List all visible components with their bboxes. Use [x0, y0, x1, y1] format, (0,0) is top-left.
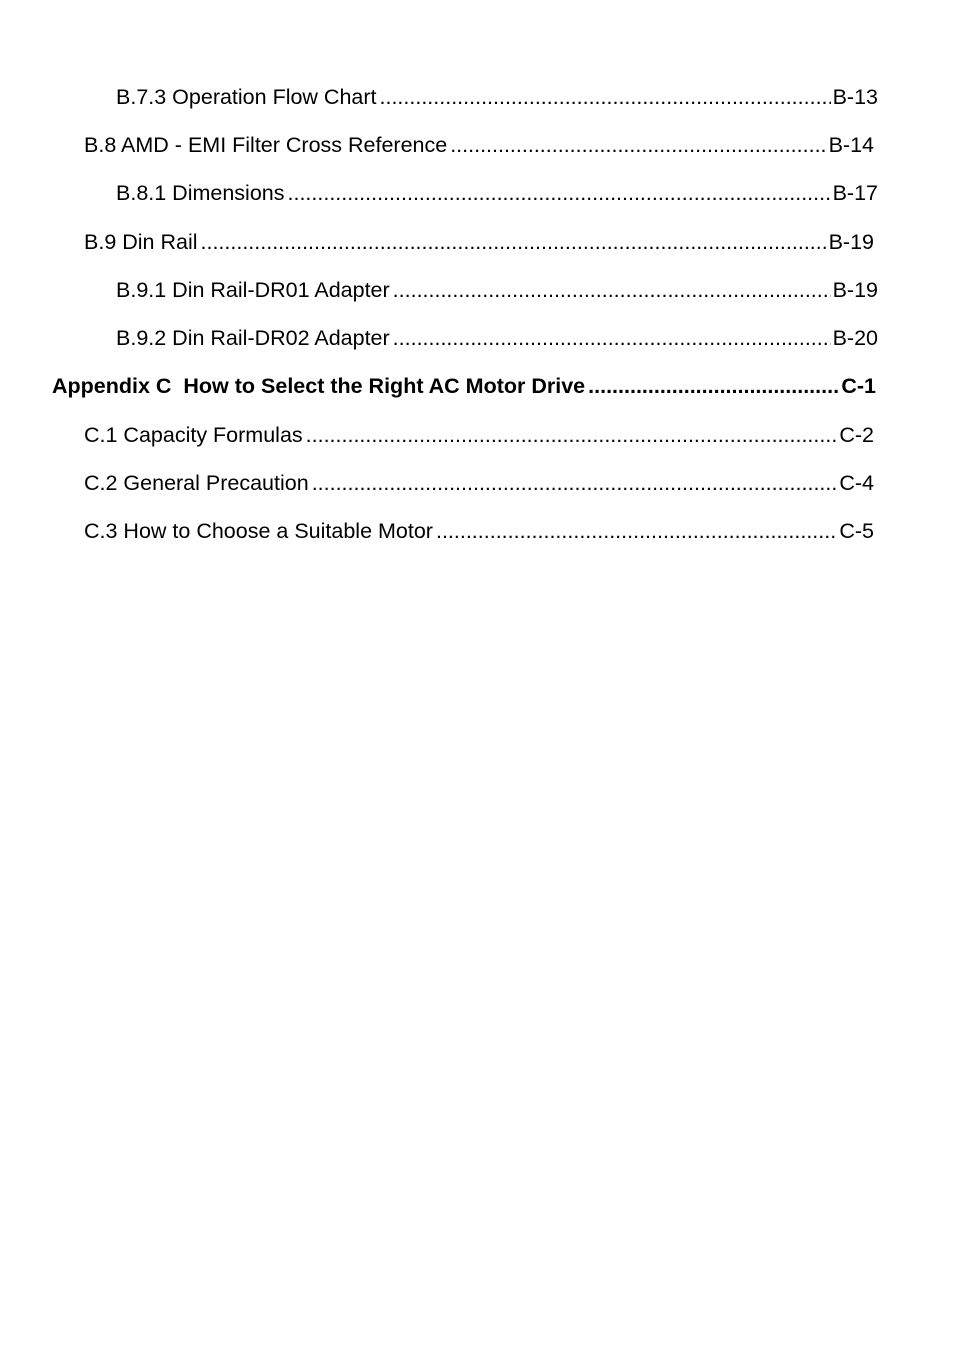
dot-leader: [588, 372, 839, 400]
toc-entry-page: B-14: [828, 133, 874, 157]
toc-entry-page: C-1: [841, 374, 876, 398]
toc-entry-page: B-19: [828, 230, 874, 254]
toc-entry-b-9[interactable]: [84, 228, 874, 256]
toc-entry-page: C-4: [839, 471, 874, 495]
toc-entry-b-9-1[interactable]: [116, 276, 878, 304]
dot-leader: [393, 324, 831, 352]
toc-entry-appendix-c[interactable]: [52, 372, 876, 400]
toc-entry-title: B.9.2 Din Rail-DR02 Adapter: [116, 326, 390, 350]
toc-entry-title: C.3 How to Choose a Suitable Motor: [84, 519, 433, 543]
toc-entry-page: B-13: [832, 85, 878, 109]
toc-entry-page: B-19: [832, 278, 878, 302]
dot-leader: [306, 421, 838, 449]
toc-entry-title: C.1 Capacity Formulas: [84, 423, 303, 447]
dot-leader: [436, 517, 837, 545]
toc-entry-b-8-1[interactable]: [116, 179, 878, 207]
toc-entry-title: B.7.3 Operation Flow Chart: [116, 85, 377, 109]
dot-leader: [393, 276, 831, 304]
toc-entry-b-7-3[interactable]: [116, 83, 878, 111]
toc-entry-title: B.8 AMD - EMI Filter Cross Reference: [84, 133, 448, 157]
dot-leader: [380, 83, 831, 111]
toc-entry-title: B.9 Din Rail: [84, 230, 198, 254]
toc-entry-page: B-20: [832, 326, 878, 350]
toc-entry-c-1[interactable]: [84, 421, 874, 449]
dot-leader: [201, 228, 827, 256]
toc-entry-title: C.2 General Precaution: [84, 471, 309, 495]
toc-entry-c-3[interactable]: [84, 517, 874, 545]
toc-entry-c-2[interactable]: [84, 469, 874, 497]
toc-entry-title: B.8.1 Dimensions: [116, 181, 285, 205]
toc-entry-page: C-5: [839, 519, 874, 543]
toc-entry-title: B.9.1 Din Rail-DR01 Adapter: [116, 278, 390, 302]
dot-leader: [450, 131, 826, 159]
toc-entry-title: Appendix C How to Select the Right AC Motor Drive: [52, 374, 586, 398]
toc-entry-page: C-2: [839, 423, 874, 447]
dot-leader: [288, 179, 831, 207]
toc-entry-b-9-2[interactable]: [116, 324, 878, 352]
toc-entry-page: B-17: [832, 181, 878, 205]
dot-leader: [312, 469, 838, 497]
toc-entry-b-8[interactable]: [84, 131, 874, 159]
